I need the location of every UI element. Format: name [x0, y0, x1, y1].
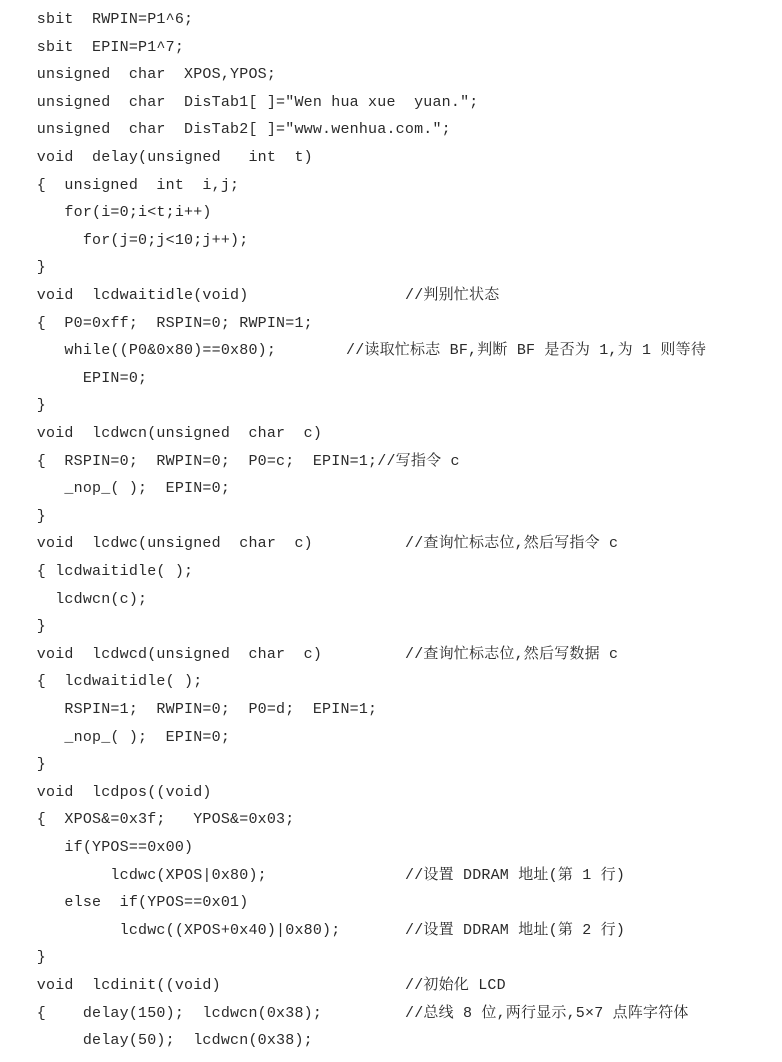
code-line [0, 530, 619, 558]
code-text: for(j=0;j<10;j++); [0, 231, 249, 249]
code-line [0, 310, 313, 338]
code-comment: //查询忙标志位,然后写指令 c [405, 535, 619, 553]
code-text: sbit EPIN=P1^7; [0, 38, 185, 56]
code-text: { P0=0xff; RSPIN=0; RWPIN=1; [0, 314, 313, 332]
code-line [0, 972, 506, 1000]
code-line [0, 61, 276, 89]
code-line [0, 116, 451, 144]
code-text: { unsigned int i,j; [0, 176, 240, 194]
code-text: { lcdwaitidle( ); [0, 673, 203, 691]
code-comment: //判别忙状态 [405, 287, 500, 304]
code-text: void lcdwaitidle(void) [0, 287, 249, 304]
code-line [0, 806, 294, 834]
code-text: lcdwc(XPOS|0x80); [0, 866, 267, 884]
code-line [0, 889, 248, 917]
code-text: void lcdpos((void) [0, 783, 212, 801]
code-line [0, 1000, 689, 1028]
code-line [0, 282, 500, 310]
code-text: { XPOS&=0x3f; YPOS&=0x03; [0, 811, 295, 829]
code-text: unsigned char DisTab1[ ]="Wen hua xue yuan."; [0, 93, 479, 111]
code-text: if(YPOS==0x00) [0, 839, 194, 856]
code-text: { lcdwaitidle( ); [0, 563, 194, 580]
code-line [0, 724, 230, 752]
code-text: } [0, 949, 47, 967]
code-line [0, 448, 460, 476]
code-line [0, 1027, 313, 1055]
code-text: void lcdwc(unsigned char c) [0, 535, 313, 553]
code-line [0, 834, 193, 862]
code-text: { delay(150); lcdwcn(0x38); [0, 1004, 323, 1022]
code-comment: //初始化 LCD [405, 977, 506, 994]
code-comment: //总线 8 位,两行显示,5×7 点阵字符体 [405, 1004, 689, 1022]
code-line [0, 144, 313, 172]
code-line [0, 420, 322, 448]
code-line [0, 779, 212, 807]
code-line [0, 89, 478, 117]
code-text: void lcdwcd(unsigned char c) [0, 645, 323, 663]
code-text: } [0, 507, 47, 525]
code-line [0, 365, 147, 393]
code-line [0, 475, 230, 503]
code-text: unsigned char DisTab2[ ]="www.wenhua.com."; [0, 121, 451, 139]
code-line [0, 6, 193, 34]
code-line [0, 641, 619, 669]
code-comment: //读取忙标志 BF,判断 BF 是否为 1,为 1 则等待 [300, 342, 707, 360]
code-line [0, 751, 46, 779]
code-text: RSPIN=1; RWPIN=0; P0=d; EPIN=1; [0, 701, 378, 718]
code-comment: //查询忙标志位,然后写数据 c [405, 645, 619, 663]
code-text: } [0, 259, 47, 277]
code-line [0, 337, 707, 365]
code-text: void lcdinit((void) [0, 977, 221, 994]
code-text: void delay(unsigned int t) [0, 149, 313, 166]
code-comment: //设置 DDRAM 地址(第 1 行) [405, 866, 626, 884]
code-text: } [0, 618, 47, 636]
code-text: else if(YPOS==0x01) [0, 894, 249, 912]
code-line [0, 34, 184, 62]
code-text: lcdwc((XPOS+0x40)|0x80); [0, 921, 341, 939]
code-line [0, 917, 626, 945]
code-text: EPIN=0; [0, 369, 148, 387]
code-text: while((P0&0x80)==0x80); [0, 342, 277, 360]
code-line [0, 199, 212, 227]
code-line [0, 172, 239, 200]
code-line [0, 586, 147, 614]
code-line [0, 254, 46, 282]
code-text: unsigned char XPOS,YPOS; [0, 66, 277, 84]
code-text: lcdwcn(c); [0, 590, 148, 608]
code-text: } [0, 397, 47, 415]
code-text: _nop_( ); EPIN=0; [0, 480, 231, 498]
code-text: delay(50); lcdwcn(0x38); [0, 1032, 313, 1050]
code-text: _nop_( ); EPIN=0; [0, 728, 231, 746]
code-text: void lcdwcn(unsigned char c) [0, 425, 323, 442]
code-line [0, 613, 46, 641]
code-line [0, 503, 46, 531]
code-line [0, 227, 248, 255]
code-text: } [0, 756, 47, 774]
code-text: for(i=0;i<t;i++) [0, 204, 212, 222]
code-text: { RSPIN=0; RWPIN=0; P0=c; EPIN=1;//写指令 c [0, 452, 460, 470]
code-line [0, 862, 626, 890]
code-comment: //设置 DDRAM 地址(第 2 行) [405, 921, 626, 939]
code-line [0, 668, 202, 696]
code-line [0, 696, 377, 724]
code-line [0, 392, 46, 420]
code-line [0, 944, 46, 972]
code-text: sbit RWPIN=P1^6; [0, 11, 194, 28]
code-line [0, 558, 193, 586]
